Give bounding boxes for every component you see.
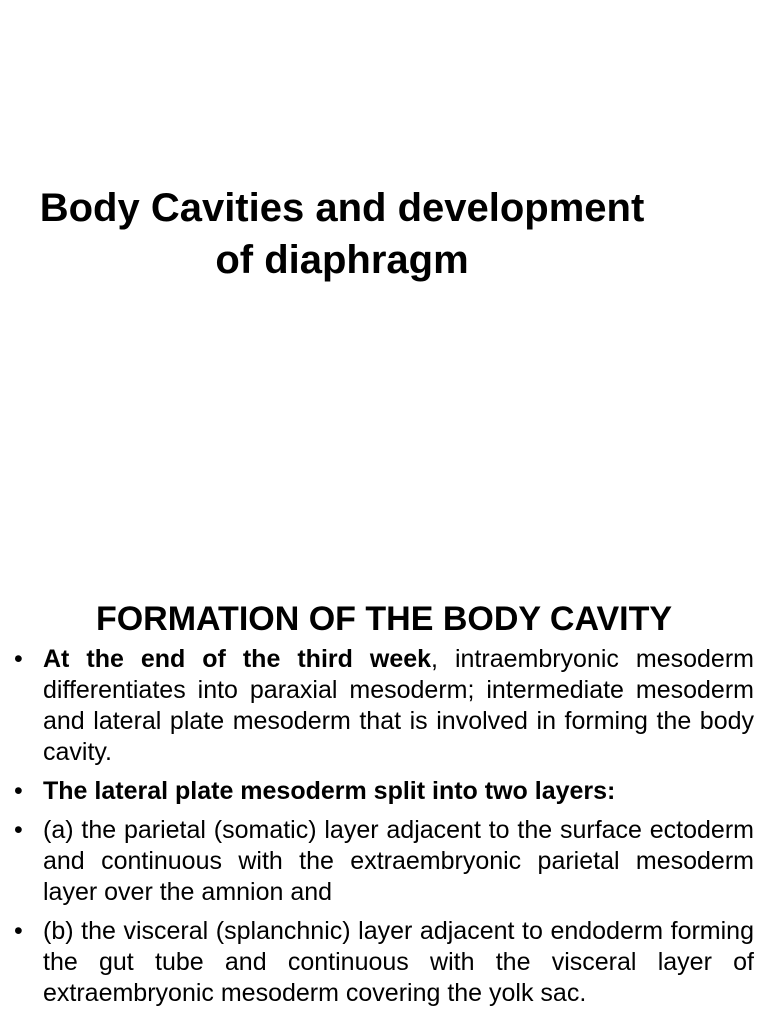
bullet-icon: • — [14, 645, 23, 673]
slide-title-line-2: of diaphragm — [215, 238, 469, 282]
bullet-icon: • — [14, 816, 23, 844]
bullet-item-third-week — [14, 644, 754, 768]
bullet-list — [14, 644, 754, 1017]
slide-title — [0, 182, 684, 286]
section-heading: FORMATION OF THE BODY CAVITY — [95, 600, 673, 638]
bullet-item-parietal-layer — [14, 815, 754, 908]
slide-title-line-1: Body Cavities and development — [39, 186, 645, 230]
bullet-icon: • — [14, 777, 23, 805]
bullet-item-lateral-plate — [14, 776, 754, 807]
bullet-bold-text: The lateral plate mesoderm split into two layers: — [43, 777, 616, 805]
bullet-text: (a) the parietal (somatic) layer adjacent to the surface ectoderm and continuous with the extraembryonic parietal mesoderm layer over the amnion and — [43, 816, 754, 906]
bullet-bold-text: At the end of the third week — [43, 645, 432, 673]
bullet-icon: • — [14, 917, 23, 945]
bullet-text: (b) the visceral (splanchnic) layer adjacent to endoderm forming the gut tube and continuous with the visceral layer of extraembryonic mesoderm covering the yolk sac. — [43, 917, 754, 1007]
bullet-item-visceral-layer — [14, 916, 754, 1009]
bullet-text: , intraembryonic mesoderm differentiates into paraxial mesoderm; intermediate mesoderm and lateral plate mesoderm that is involved in forming the body cavity. — [43, 645, 754, 766]
